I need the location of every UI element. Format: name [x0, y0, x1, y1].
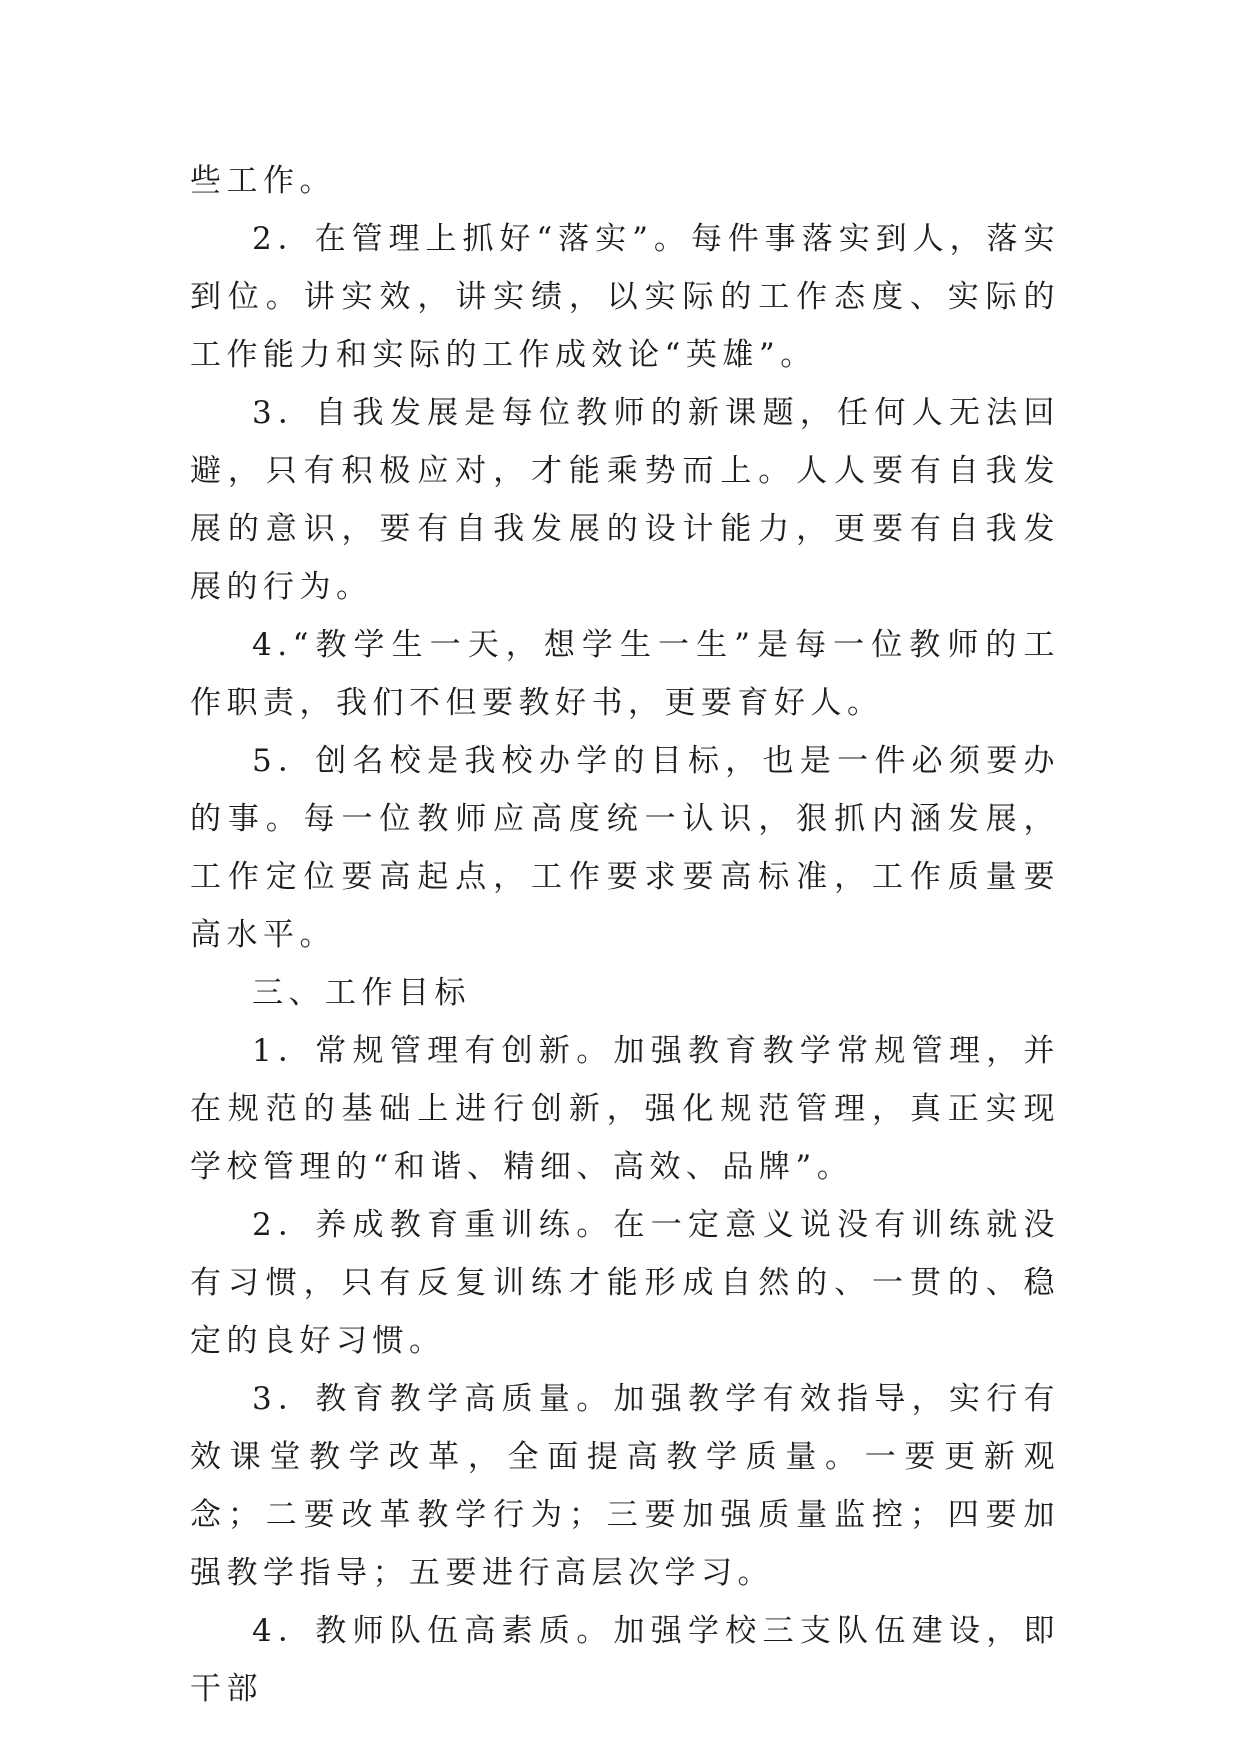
- paragraph-management-implementation: 2．在管理上抓好“落实”。每件事落实到人，落实到位。讲实效，讲实绩，以实际的工作态度、实际的工作能力和实际的工作成效论“英雄”。: [190, 221, 1060, 373]
- paragraph-teacher-duty: 4.“教学生一天，想学生一生”是每一位教师的工作职责，我们不但要教好书，更要育好人。: [190, 627, 1060, 721]
- section-heading-work-goals: 三、工作目标: [252, 975, 471, 1011]
- paragraph-continuation: 些工作。: [190, 163, 336, 199]
- paragraph-goal-teacher-team: 4．教师队伍高素质。加强学校三支队伍建设，即干部: [190, 1613, 1060, 1707]
- paragraph-self-development: 3．自我发展是每位教师的新课题，任何人无法回避，只有积极应对，才能乘势而上。人人要有自我发展的意识，要有自我发展的设计能力，更要有自我发展的行为。: [190, 395, 1060, 605]
- paragraph-goal-teaching-quality: 3．教育教学高质量。加强教学有效指导，实行有效课堂教学改革，全面提高教学质量。一要更新观念；二要改革教学行为；三要加强质量监控；四要加强教学指导；五要进行高层次学习。: [190, 1381, 1060, 1591]
- document-body: [190, 152, 1060, 1718]
- paragraph-goal-routine-management: 1．常规管理有创新。加强教育教学常规管理，并在规范的基础上进行创新，强化规范管理，真正实现学校管理的“和谐、精细、高效、品牌”。: [190, 1033, 1060, 1185]
- paragraph-goal-habit-training: 2．养成教育重训练。在一定意义说没有训练就没有习惯，只有反复训练才能形成自然的、一贯的、稳定的良好习惯。: [190, 1207, 1060, 1359]
- paragraph-famous-school: 5．创名校是我校办学的目标，也是一件必须要办的事。每一位教师应高度统一认识，狠抓内涵发展，工作定位要高起点，工作要求要高标准，工作质量要高水平。: [190, 743, 1060, 953]
